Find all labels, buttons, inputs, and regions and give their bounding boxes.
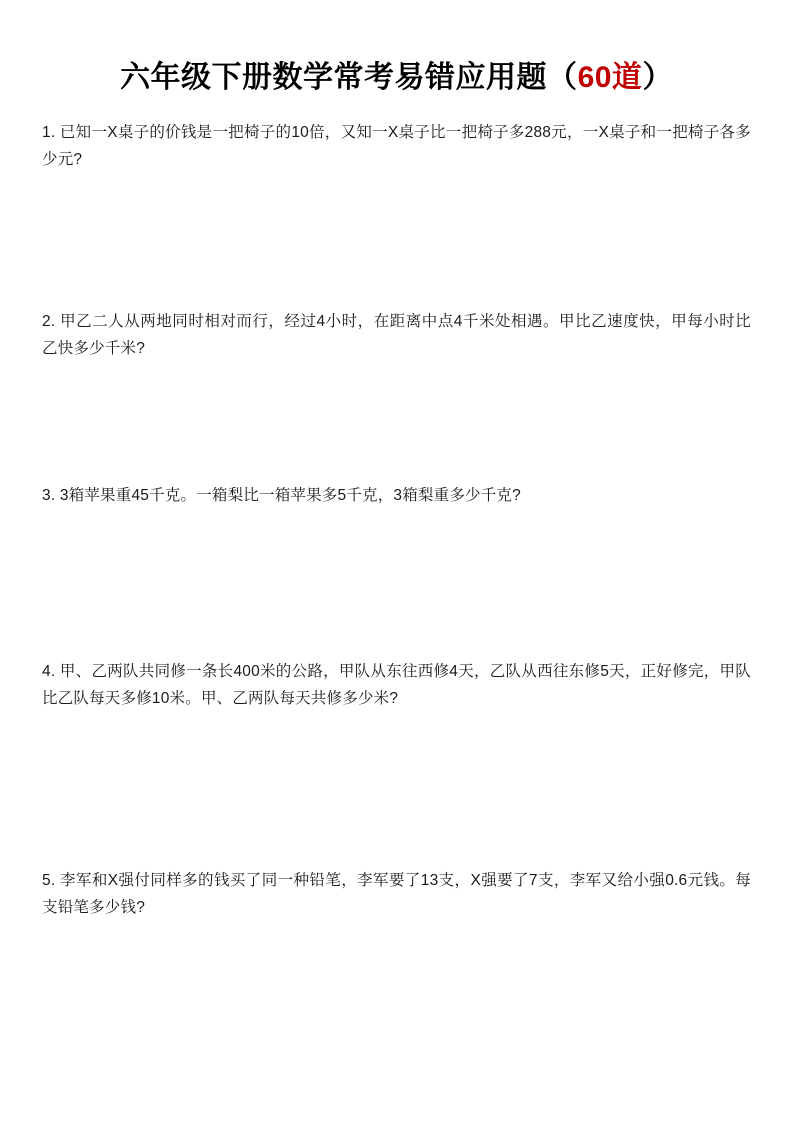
answer-space-5 — [42, 937, 751, 1087]
answer-space-1 — [42, 189, 751, 293]
answer-space-4 — [42, 727, 751, 851]
problem-item-3 — [42, 482, 751, 509]
answer-space-2 — [42, 378, 751, 466]
answer-space-3 — [42, 524, 751, 642]
problem-item-5 — [42, 867, 751, 921]
page-title-main: 六年级下册数学常考易错应用题（ — [120, 61, 578, 94]
problem-text: 5. 李军和X强付同样多的钱买了同一种铅笔，李军要了13支，X强要了7支，李军又给小强0.6元钱。每支铅笔多少钱? — [42, 871, 751, 916]
problem-text: 4. 甲、乙两队共同修一条长400米的公路，甲队从东往西修4天，乙队从西往东修5天，正好修完，甲队比乙队每天多修10米。甲、乙两队每天共修多少米? — [42, 662, 751, 707]
worksheet-content — [42, 40, 751, 1087]
problem-text: 2. 甲乙二人从两地同时相对而行，经过4小时，在距离中点4千米处相遇。甲比乙速度快，甲每小时比乙快多少千米? — [42, 313, 751, 358]
page-title-count: 60道 — [577, 61, 643, 94]
problem-item-4 — [42, 658, 751, 712]
page-title-tail: ） — [642, 61, 673, 94]
problem-item-1 — [42, 119, 751, 173]
problem-text: 1. 已知一X桌子的价钱是一把椅子的10倍，又知一X桌子比一把椅子多288元，一X桌子和一把椅子各多少元? — [42, 124, 751, 169]
page-title — [42, 58, 751, 97]
problem-item-2 — [42, 308, 751, 362]
problem-text: 3. 3箱苹果重45千克。一箱梨比一箱苹果多5千克，3箱梨重多少千克? — [42, 486, 521, 504]
